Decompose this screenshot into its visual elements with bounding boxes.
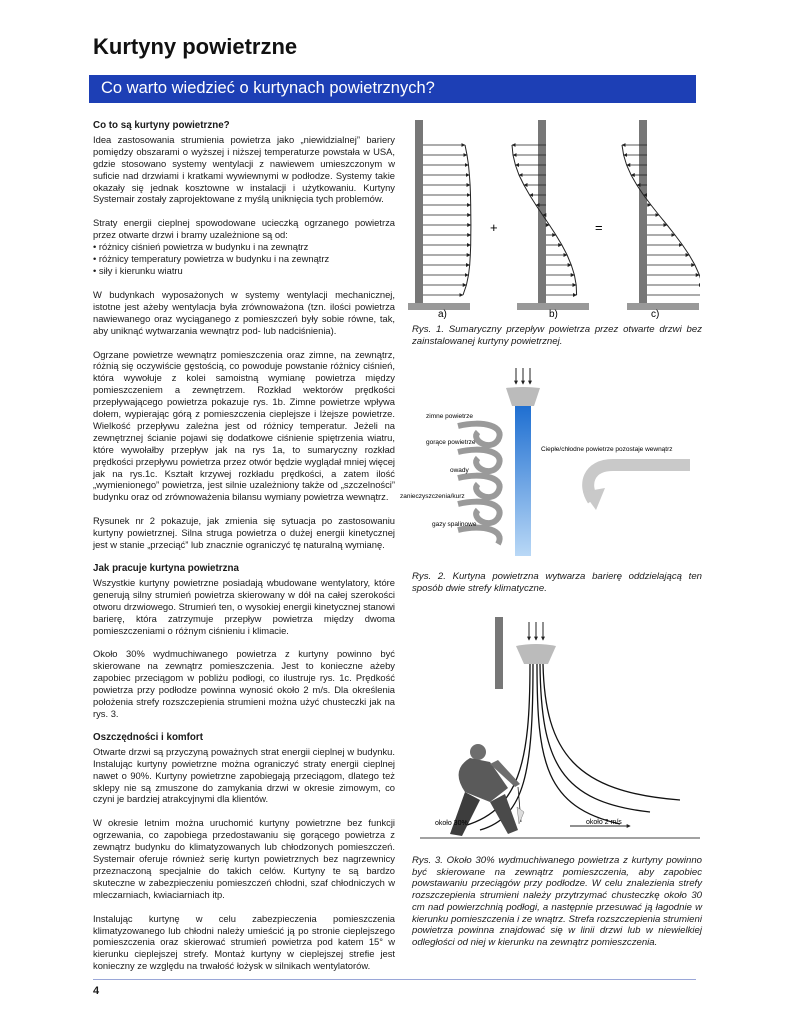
label-b: b)	[549, 309, 558, 320]
paragraph: Straty energii cieplnej spowodowane ucieczką ogrzanego powietrza przez otwarte drzwi i bramy uzależnione są od:	[93, 217, 395, 241]
wall-a	[415, 120, 423, 305]
paragraph: W budynkach wyposażonych w systemy wentylacji mechanicznej, istotne jest ażeby wentylacja była zrównoważona (tzn. ilości powietrza nawiewanego oraz wyciąganego z pomieszczeń były sobie równe, tak, aby uniknąć wytwarzania wewnątrz pod- lub nadciśnienia).	[93, 288, 395, 336]
label-insects: owady	[450, 467, 469, 474]
wall-c	[639, 120, 647, 305]
heading-how-it-works: Jak pracuje kurtyna powietrzna	[93, 563, 239, 574]
label-2-ms: około 2 m/s	[586, 819, 622, 826]
page-number: 4	[93, 985, 100, 997]
floor-c	[627, 303, 699, 310]
inside-air-arrow	[588, 465, 690, 500]
label-inside-air: Ciepłe/chłodne powietrze pozostaje wewnątrz	[541, 446, 673, 453]
label-c: c)	[651, 309, 660, 320]
heading-what-are-air-curtains: Co to są kurtyny powietrzne?	[93, 120, 230, 131]
figure-2-air-barrier	[398, 360, 698, 560]
list-item: • różnicy temperatury powietrza w budynku i na zewnątrz	[93, 253, 395, 265]
banner-title: Co warto wiedzieć o kurtynach powietrznych?	[101, 79, 435, 97]
label-30-percent: około 30%	[435, 820, 468, 827]
figure-2-caption: Rys. 2. Kurtyna powietrzna wytwarza barierę oddzielającą ten sposób dwie strefy klimatyczne.	[412, 571, 702, 594]
paragraph: Ogrzane powietrze wewnątrz pomieszczenia oraz zimne, na zewnątrz, różnią się oczywiście gęstością, co powoduje powstanie różnicy ciśnień, która wywołuje z kolei samoistną wymianę powietrza między pomieszczeniem a zewnętrzem. Rozkład wektorów prędkości przepływającego powietrza pokazuje rys. 1b. Zimne powietrze wpływa dołem, wypierając górą z pomieszczenia cieplejsze i lżejsze powietrze. Wielkość przepływu zależna jest od różnicy temperatur. Jeżeli na zewnętrznej ścianie pojawi się dodatkowe ciśnienie spiętrzenia wiatru, które wywołałby przepływ jak na rys 1a, to sumaryczny rozkład prędkości przepływu powietrza przez otwór będzie wyglądał mniej więcej jak na rys.1c. Kształt krzywej rozkładu prędkości, a zatem ilość „wymienionego” powietrza, jest silnie uzależniony także od „szczelności” budynku oraz od zrównoważenia bilansu wymiany powietrza wewnątrz.	[93, 348, 395, 503]
section-banner	[89, 75, 696, 103]
paragraph: Około 30% wydmuchiwanego powietrza z kurtyny powinno być skierowane na zewnątrz pomieszczenia. Jest to konieczne ażeby zapobiec przeciągom w pobliżu podłogi, co ilustruje rys. 1c. Prędkość powietrza przy podłodze powinna wynosić około 2 m/s. Dla określenia położenia strefy rozszczepienia strumieni można użyć chusteczki jak na rys. 3.	[93, 648, 395, 719]
paragraph: Instalując kurtynę w celu zabezpieczenia pomieszczenia klimatyzowanego lub chłodni należy umieścić ją po stronie cieplejszego pomieszczenia oraz skierować strumień powietrza pod katem 15° w kierunku cieplejszej strefy. Montaż kurtyny w cieplejszej strefie jest konieczny ze względu na trwałość łożysk w silnikach wentylatorów.	[93, 912, 395, 972]
label-pollution: zanieczyszczenia/kurz	[400, 493, 465, 500]
velocity-curve	[463, 145, 471, 295]
curtain-unit	[516, 644, 556, 664]
figure-3-split-zone	[420, 612, 700, 852]
equals-sign: =	[595, 220, 603, 235]
bullet-list	[93, 241, 395, 277]
page-title: Kurtyny powietrzne	[93, 34, 298, 59]
plus-sign: +	[490, 220, 498, 235]
profile-a-arrows	[423, 145, 471, 295]
paragraph: Idea zastosowania strumienia powietrza jako „niewidzialnej” bariery pomiędzy obszarami o wyższej i niższej temperaturze powstała w USA, gdzie stosowano systemy wentylacji z nawiewem umieszczonym w suficie nad drzwiami i kratkami wywiewnymi w podłodze. Systemy takie okazały się jednak kosztowne w instalacji i użytkowaniu. Kurtyny Systemair zostały zaprojektowane z myślą uniknięcia tych problemów.	[93, 133, 395, 205]
heading-savings-comfort: Oszczędności i komfort	[93, 731, 203, 743]
figure-3-caption: Rys. 3. Około 30% wydmuchiwanego powietrza z kurtyny powinno być skierowane na zewnątrz pomieszczenia, aby zapobiec powstawaniu przeciągów przy podłodze. W celu znalezienia strefy rozszczepienia strumieni należy przytrzymać chusteczkę około 30 cm nad powierzchnią podłogi, a następnie przesuwać ją łagodnie w kierunku pomieszczenia i ze wnątrz. Strefa rozszczepienia strumieni powietrza powinna znajdować się w linii drzwi lub w niewielkiej odległości od niej w kierunku na zewnątrz pomieszczenia.	[412, 855, 702, 948]
figure-1-velocity-profiles	[405, 115, 700, 323]
velocity-curve	[622, 145, 700, 295]
figure-1-caption: Rys. 1. Sumaryczny przepływ powietrza przez otwarte drzwi bez zainstalowanej kurtyny powietrznej.	[412, 324, 702, 347]
door-frame	[495, 617, 503, 689]
label-cold-air: zimne powietrze	[426, 413, 473, 420]
paragraph: Rysunek nr 2 pokazuje, jak zmienia się sytuacja po zastosowaniu kurtyny powietrznej. Silna struga powietrza o dużej energii kinetycznej jest w stanie „przeciąć” lub znacznie ograniczyć tę naturalną wymianę.	[93, 515, 395, 551]
label-a: a)	[438, 309, 447, 320]
wall-b	[538, 120, 546, 305]
air-jet	[515, 406, 531, 556]
paragraph: Wszystkie kurtyny powietrzne posiadają wbudowane wentylatory, które generują silny strumień powietrza skierowany w dół na całej szerokości otworu drzwiowego. Strumień ten, o wysokiej energii kinetycznej stanowi barierę, która zatrzymuje przepływ powietrza między dwoma pomieszczeniami o różnym ciśnieniu i klimacie.	[93, 576, 395, 636]
label-exhaust: gazy spalinowe	[432, 521, 477, 528]
profile-c-arrows	[622, 145, 700, 295]
footer-divider	[93, 979, 696, 980]
main-text-column	[93, 120, 395, 984]
curtain-unit	[506, 387, 540, 406]
paragraph: Otwarte drzwi są przyczyną poważnych strat energii cieplnej w budynku. Instalując kurtyny powietrzne można ograniczyć straty energii cieplnej nawet o 90%. Kurtyny powietrzne zapobiegają przeciągom, dlatego też sklepy nie są zmuszone do zamykania drzwi w okresie zimowym, co czyni je bardziej atrakcyjnymi dla klientów.	[93, 745, 395, 805]
list-item: • siły i kierunku wiatru	[93, 265, 395, 277]
paragraph: W okresie letnim można uruchomić kurtyny powietrzne bez funkcji ogrzewania, co zapobiega przedostawaniu się gorącego powietrza z zewnątrz budynku do klimatyzowanych lub chłodzonych pomieszczeń. Systemair oferuje również serię kurtyn powietrznych bez nagrzewnicy przeznaczoną specjalnie do takich celów. Kurtyny te są bardzo skuteczne w zabezpieczeniu pomieszczeń chłodni, szaf chłodniczych w mleczarniach, kwiaciarniach itp.	[93, 817, 395, 900]
label-hot-air: gorące powietrze	[426, 439, 476, 446]
list-item: • różnicy ciśnień powietrza w budynku i na zewnątrz	[93, 241, 395, 253]
